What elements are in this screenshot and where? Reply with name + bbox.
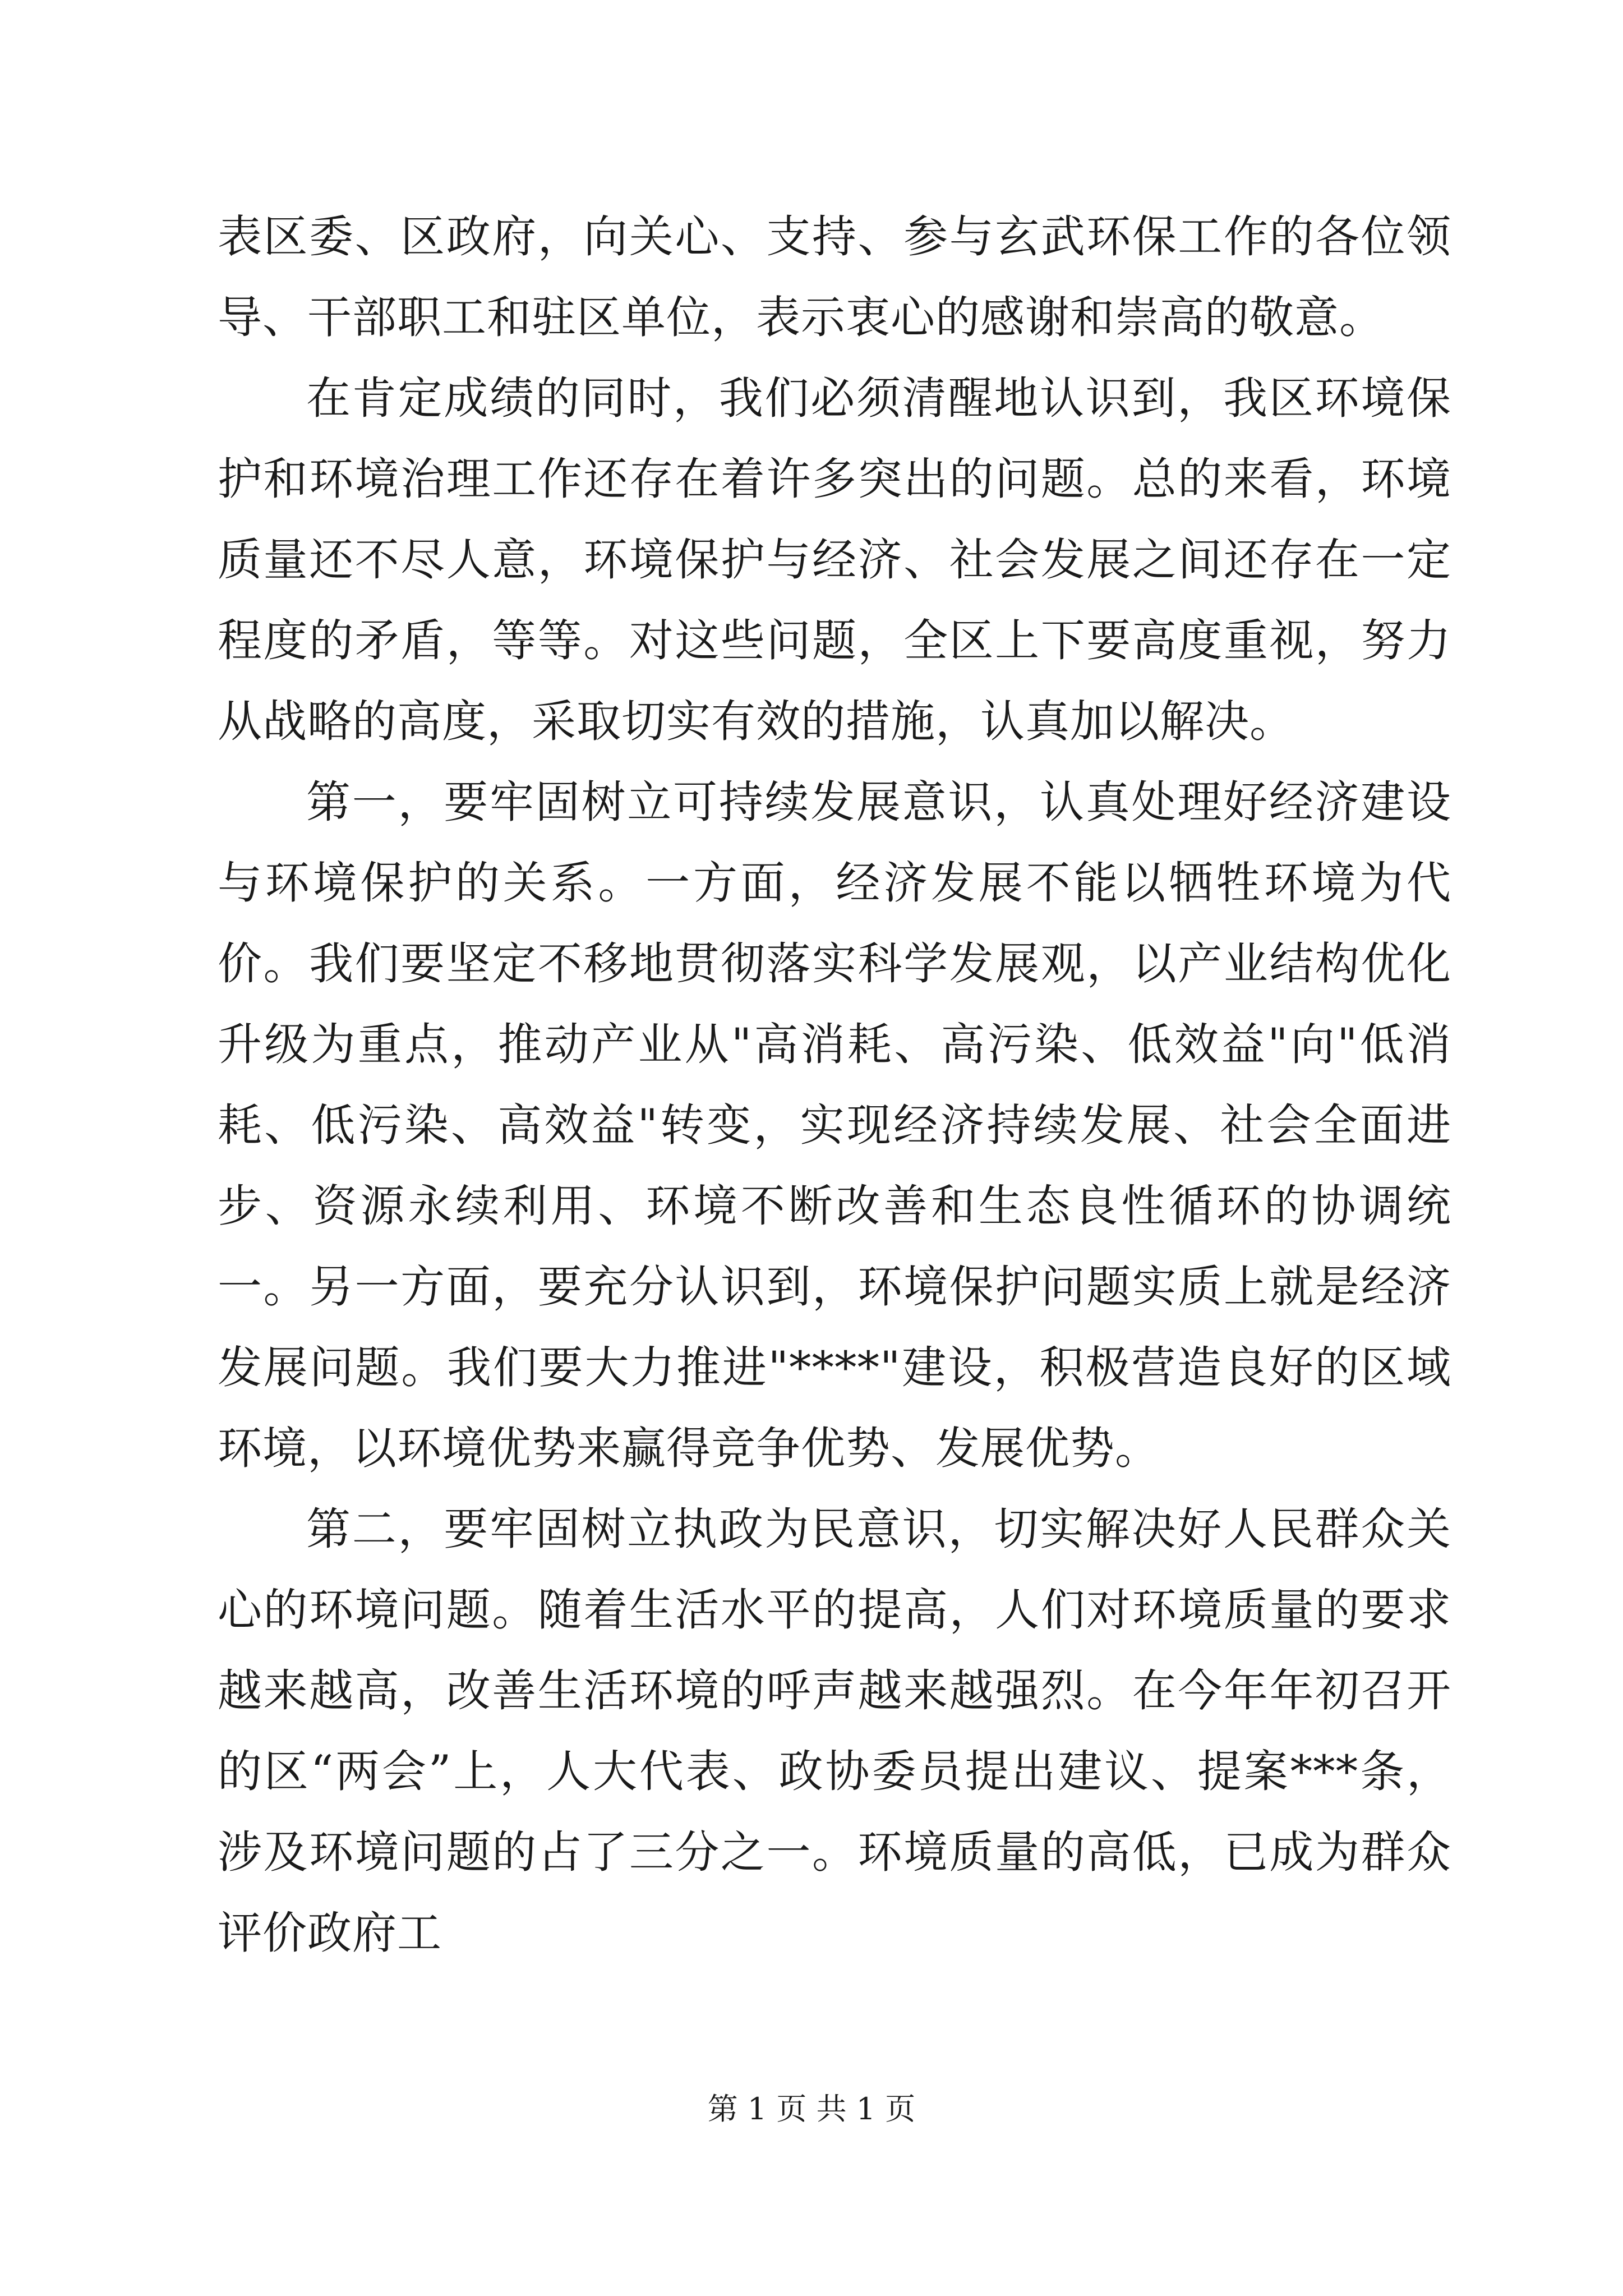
paragraph-second-point: 第二，要牢固树立执政为民意识，切实解决好人民群众关心的环境问题。随着生活水平的提高，人们对环境质量的要求越来越高，改善生活环境的呼声越来越强烈。在今年年初召开的区“两会”上，人大代表、政协委员提出建议、提案***条，涉及环境问题的占了三分之一。环境质量的高低，已成为群众评价政府工 — [218, 1503, 1451, 1959]
paragraph-continuation: 表区委、区政府，向关心、支持、参与玄武环保工作的各位领导、干部职工和驻区单位，表示衷心的感谢和崇高的敬意。 — [218, 211, 1451, 343]
document-body — [218, 196, 1451, 1973]
page-footer: 第 1 页 共 1 页 — [707, 2091, 916, 2127]
paragraph-problems: 在肯定成绩的同时，我们必须清醒地认识到，我区环境保护和环境治理工作还存在着许多突出的问题。总的来看，环境质量还不尽人意，环境保护与经济、社会发展之间还存在一定程度的矛盾，等等。对这些问题，全区上下要高度重视，努力从战略的高度，采取切实有效的措施，认真加以解决。 — [218, 372, 1451, 747]
paragraph-first-point: 第一，要牢固树立可持续发展意识，认真处理好经济建设与环境保护的关系。一方面，经济发展不能以牺牲环境为代价。我们要坚定不移地贯彻落实科学发展观，以产业结构优化升级为重点，推动产业从"高消耗、高污染、低效益"向"低消耗、低污染、高效益"转变，实现经济持续发展、社会全面进步、资源永续利用、环境不断改善和生态良性循环的协调统一。另一方面，要充分认识到，环境保护问题实质上就是经济发展问题。我们要大力推进"****"建设，积极营造良好的区域环境，以环境优势来赢得竞争优势、发展优势。 — [218, 776, 1451, 1474]
